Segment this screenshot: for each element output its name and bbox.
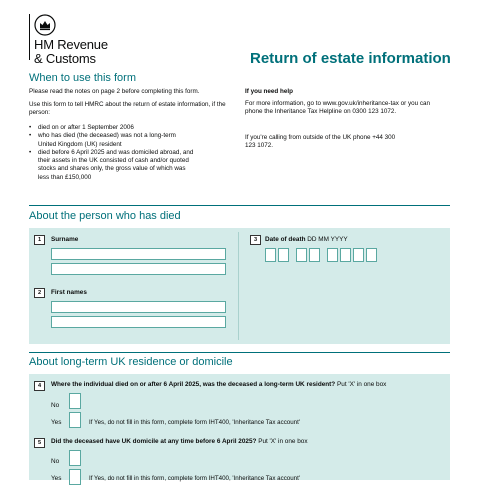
date-day-digit-2[interactable]	[278, 248, 289, 262]
when-to-use-intro-notes: Please read the notes on page 2 before completing this form.	[29, 88, 200, 95]
date-day-digit-1[interactable]	[265, 248, 276, 262]
q5-yes-label: Yes	[51, 475, 62, 482]
conditions-list	[29, 124, 239, 182]
first-names-label: First names	[51, 289, 87, 296]
q5-no-label: No	[51, 458, 60, 465]
when-to-use-intro: Use this form to tell HMRC about the return of estate information, if the person:	[29, 101, 226, 117]
question-number-2: 2	[34, 288, 45, 298]
date-month-digit-2[interactable]	[309, 248, 320, 262]
q5-yes-note: If Yes, do not fill in this form, complete form IHT400, 'Inheritance Tax account'	[89, 475, 301, 482]
residence-panel	[29, 374, 450, 480]
q4-yes-checkbox[interactable]	[69, 412, 81, 428]
q4-yes-label: Yes	[51, 419, 62, 426]
first-names-field-line1[interactable]	[51, 301, 226, 313]
date-year-digit-1[interactable]	[327, 248, 338, 262]
question-number-5: 5	[34, 438, 45, 448]
surname-field-line2[interactable]	[51, 263, 226, 275]
q4-no-label: No	[51, 402, 60, 409]
date-of-death-label	[265, 236, 348, 243]
q4-no-checkbox[interactable]	[69, 393, 81, 409]
domicile-question	[51, 438, 441, 445]
department-line2: & Customs	[34, 51, 96, 66]
q5-no-checkbox[interactable]	[69, 450, 81, 466]
condition-item: • died on or after 1 September 2006	[29, 124, 239, 132]
crest-icon	[34, 13, 56, 37]
when-to-use-heading: When to use this form	[29, 72, 136, 84]
long-term-resident-question-text: Where the individual died on or after 6 April 2025, was the deceased a long-term UK resident?	[51, 381, 336, 388]
domicile-question-text: Did the deceased have UK domicile at any time before 6 April 2025?	[51, 438, 257, 445]
department-logo	[34, 38, 108, 66]
logo-divider	[29, 14, 30, 60]
help-text-overseas: If you're calling from outside of the UK phone +44 300 123 1072.	[245, 134, 396, 150]
question-number-1: 1	[34, 235, 45, 245]
q5-yes-checkbox[interactable]	[69, 469, 81, 485]
column-divider	[238, 232, 239, 340]
condition-item: • died before 6 April 2025 and was domiciled abroad, and their assets in the UK consisted of cash and/or quoted stocks and shares only, the gross value of which was less than £150,000	[29, 149, 198, 182]
form-title: Return of estate information	[250, 50, 451, 67]
help-text-phone: For more information, go to www.gov.uk/inheritance-tax or you can phone the Inheritance Tax Helpline on 0300 123 1072.	[245, 100, 431, 116]
section-heading-deceased: About the person who has died	[29, 210, 181, 222]
section-heading-residence: About long-term UK residence or domicile	[29, 356, 233, 368]
condition-item: • who has died (the deceased) was not a long-term United Kingdom (UK) resident	[29, 132, 178, 149]
q4-yes-note: If Yes, do not fill in this form, complete form IHT400, 'Inheritance Tax account'	[89, 419, 301, 426]
long-term-resident-question	[51, 381, 441, 388]
date-format-hint: DD MM YYYY	[307, 236, 348, 243]
question-number-3: 3	[250, 235, 261, 245]
question-number-4: 4	[34, 381, 45, 391]
surname-label: Surname	[51, 236, 79, 243]
date-month-digit-1[interactable]	[296, 248, 307, 262]
date-year-digit-3[interactable]	[353, 248, 364, 262]
date-of-death-label-text: Date of death	[265, 236, 306, 243]
section-divider	[29, 205, 450, 206]
surname-field-line1[interactable]	[51, 248, 226, 260]
first-names-field-line2[interactable]	[51, 316, 226, 328]
long-term-resident-hint: Put 'X' in one box	[337, 381, 387, 388]
help-heading: If you need help	[245, 88, 293, 95]
domicile-hint: Put 'X' in one box	[258, 438, 308, 445]
date-year-digit-2[interactable]	[340, 248, 351, 262]
section-divider	[29, 352, 450, 353]
date-year-digit-4[interactable]	[366, 248, 377, 262]
department-line1: HM Revenue	[34, 37, 108, 52]
